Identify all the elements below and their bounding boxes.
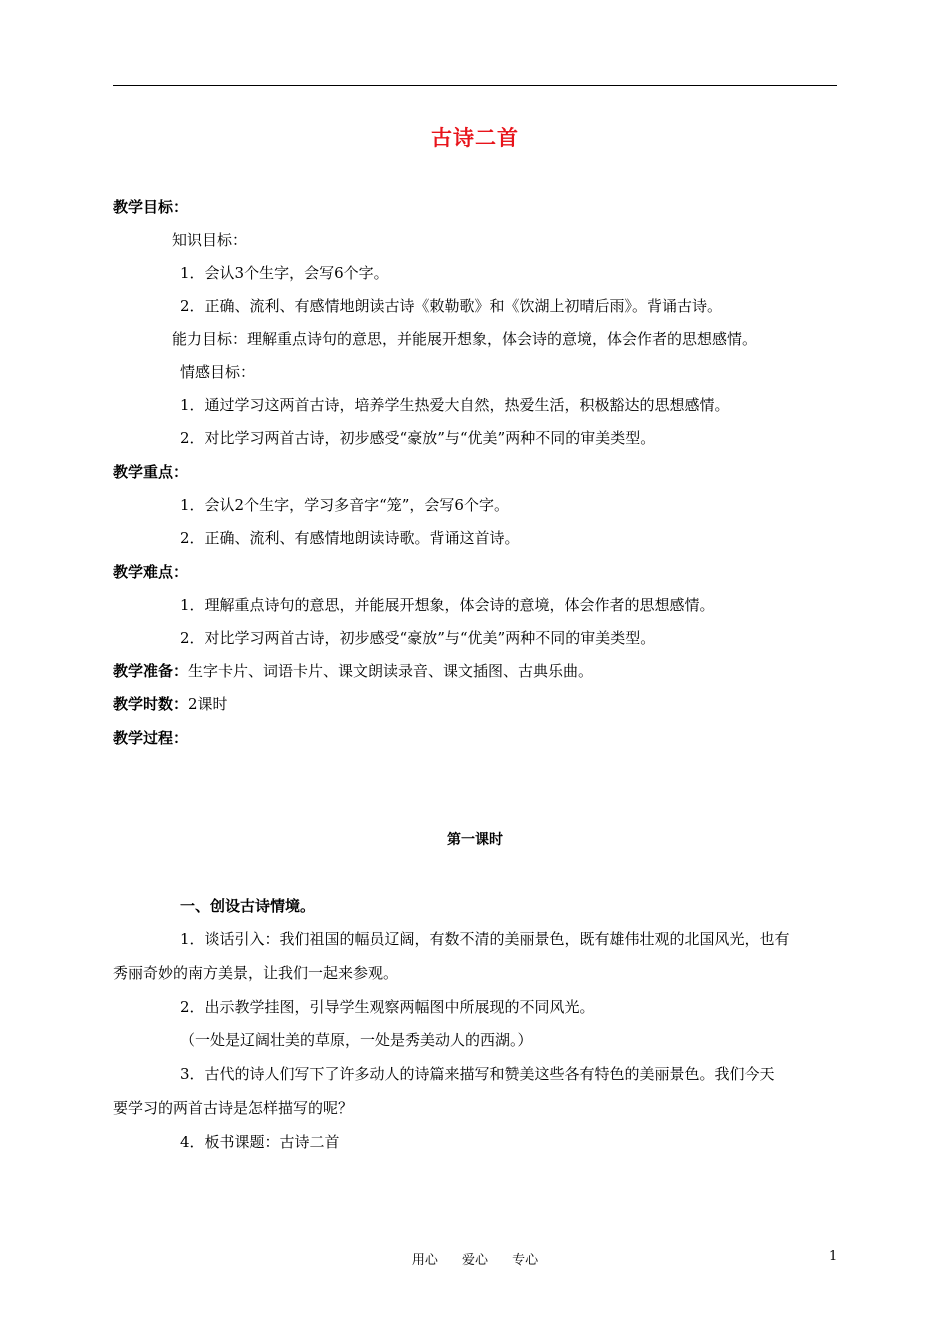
difficulties-heading: 教学难点： — [113, 563, 189, 581]
emotion-label: 情感目标： — [180, 363, 256, 381]
paragraph-1-line-1: 1．谈话引入：我们祖国的幅员辽阔，有数不清的美丽景色，既有雄伟壮观的北国风光，也有 — [180, 930, 790, 948]
emotion-item-2: 2．对比学习两首古诗，初步感受“豪放”与“优美”两种不同的审美类型。 — [180, 429, 656, 447]
knowledge-item-1: 1．会认3个生字，会写6个字。 — [180, 264, 389, 282]
process-heading: 教学过程： — [113, 729, 189, 747]
paragraph-2-note: （一处是辽阔壮美的草原，一处是秀美动人的西湖。） — [180, 1031, 533, 1049]
ability-objective: 能力目标：理解重点诗句的意思，并能展开想象，体会诗的意境，体会作者的思想感情。 — [172, 330, 758, 348]
paragraph-2: 2．出示教学挂图，引导学生观察两幅图中所展现的不同风光。 — [180, 998, 595, 1016]
page-number: 1 — [829, 1249, 838, 1264]
preparation — [113, 661, 593, 681]
preparation-text: 生字卡片、词语卡片、课文朗读录音、课文插图、古典乐曲。 — [188, 662, 594, 680]
difficulty-1: 1．理解重点诗句的意思，并能展开想象，体会诗的意境，体会作者的思想感情。 — [180, 596, 715, 614]
footer-word-3: 专心 — [512, 1253, 539, 1268]
footer-word-2: 爱心 — [461, 1253, 488, 1268]
hours-label: 教学时数： — [113, 695, 189, 713]
hours-text: 2课时 — [188, 695, 228, 713]
key-point-1: 1．会认2个生字，学习多音字“笼”，会写6个字。 — [180, 496, 509, 514]
footer-word-1: 用心 — [411, 1253, 438, 1268]
document-title: 古诗二首 — [431, 126, 519, 150]
difficulty-2: 2．对比学习两首古诗，初步感受“豪放”与“优美”两种不同的审美类型。 — [180, 629, 656, 647]
preparation-label: 教学准备： — [113, 662, 189, 680]
paragraph-4: 4．板书课题：古诗二首 — [180, 1133, 340, 1151]
hours — [113, 694, 228, 714]
page-footer — [0, 1249, 950, 1268]
objectives-heading: 教学目标： — [113, 198, 189, 216]
emotion-item-1: 1．通过学习这两首古诗，培养学生热爱大自然，热爱生活，积极豁达的思想感情。 — [180, 396, 730, 414]
paragraph-3-line-2: 要学习的两首古诗是怎样描写的呢？ — [113, 1099, 354, 1117]
knowledge-item-2: 2．正确、流利、有感情地朗读古诗《敕勒歌》和《饮湖上初晴后雨》。背诵古诗。 — [180, 297, 723, 315]
key-point-2: 2．正确、流利、有感情地朗读诗歌。背诵这首诗。 — [180, 529, 520, 547]
paragraph-1-line-2: 秀丽奇妙的南方美景，让我们一起来参观。 — [113, 964, 399, 982]
lesson-title: 第一课时 — [447, 832, 503, 848]
paragraph-3-line-1: 3．古代的诗人们写下了许多动人的诗篇来描写和赞美这些各有特色的美丽景色。我们今天 — [180, 1065, 775, 1083]
key-points-heading: 教学重点： — [113, 463, 189, 481]
section-heading-1: 一、创设古诗情境。 — [180, 897, 316, 915]
knowledge-label: 知识目标： — [172, 231, 248, 249]
header-rule — [113, 85, 837, 86]
